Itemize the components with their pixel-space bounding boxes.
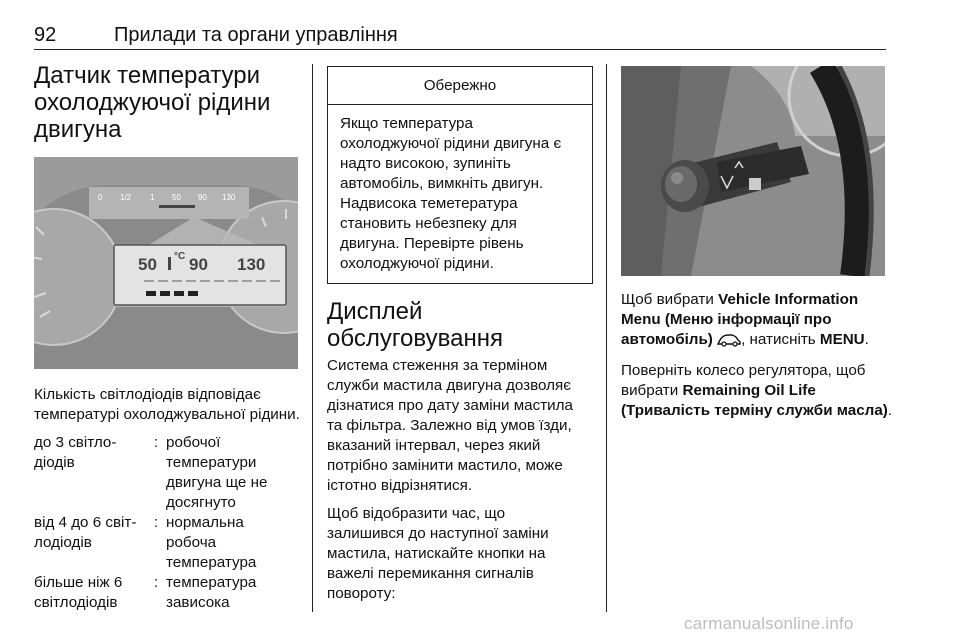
zoom-label-90: 90 (189, 255, 208, 274)
page-header (34, 24, 886, 50)
column-1 (34, 62, 300, 613)
led-definition-list (34, 433, 300, 613)
definition-row (34, 513, 300, 573)
definition-term: від 4 до 6 світ- лодіодів (34, 514, 137, 551)
definition-description: робочої температури двигуна ще не досягнуто (166, 434, 268, 511)
zoom-label-50: 50 (138, 255, 157, 274)
warning-title: Обережно (328, 67, 592, 105)
definition-row (34, 573, 300, 613)
running-title: Прилади та органи управління (114, 24, 398, 46)
vehicle-information-menu-label: Vehicle Information (718, 291, 859, 308)
turn-signal-lever-figure (621, 66, 885, 276)
definition-separator: : (154, 434, 159, 451)
remaining-oil-life-label: Remaining Oil Life (682, 382, 816, 399)
gauge-label-130: 130 (222, 193, 236, 202)
column-2 (327, 66, 593, 604)
definition-separator: : (154, 574, 159, 591)
definition-description: температура зависока (166, 574, 257, 611)
column-3 (621, 66, 893, 421)
warning-text: Якщо температура охолоджуючої рідини двигуна є надто високою, зупиніть автомобіль, вимкніть двигун. Надвисока теметература становить небезпеку для двигуна. Перевірте рівень охолоджуючої рідини. (340, 115, 562, 272)
definition-separator: : (154, 514, 159, 531)
thermometer-icon (168, 257, 171, 270)
warning-box (327, 66, 593, 284)
menu-button-label: MENU (819, 331, 865, 348)
zoom-label-celsius: °C (174, 251, 186, 262)
gauge-label-50: 50 (172, 193, 181, 202)
column-divider-1 (312, 64, 313, 612)
gauge-label-90: 90 (198, 193, 207, 202)
definition-term: до 3 світло- діодів (34, 434, 117, 471)
vehicle-menu-paragraph: Щоб вибрати Vehicle Information Menu (Меню інформації про автомобіль) , натисніть MENU. (621, 290, 887, 353)
coolant-gauge-figure (34, 157, 298, 369)
definition-row (34, 433, 300, 513)
section-title-coolant-gauge: Датчик температури охолоджуючої рідини двигуна (34, 62, 271, 143)
section-title-service-display: Дисплей обслуговування (327, 298, 503, 352)
gauge-label-0: 0 (98, 193, 103, 202)
definition-description: нормальна робоча температура (166, 514, 257, 571)
car-icon (717, 333, 741, 353)
service-display-paragraph: Система стеження за терміном служби мастила двигуна дозволяє дізнатися про дату заміни мастила та фільтра. Залежно від умов їзди, вказаний інтервал, через який потрібно замінити мастило, може істотно відрізнятися. (327, 357, 573, 494)
definition-term: більше ніж 6 світлодіодів (34, 574, 123, 611)
zoom-label-130: 130 (237, 255, 266, 274)
watermark: carmanualsonline.info (684, 614, 854, 633)
turn-signal-lever-illustration (621, 66, 885, 276)
column-divider-2 (606, 64, 607, 612)
gauge-label-half: 1/2 (120, 193, 132, 202)
led-intro-text: Кількість світлодіодів відповідає температурі охолоджувальної рідини. (34, 386, 300, 423)
page-number: 92 (34, 24, 57, 46)
display-time-paragraph: Щоб відобразити час, що залишився до наступної заміни мастила, натискайте кнопки на важелі перемикання сигналів повороту: (327, 505, 549, 602)
gauge-label-1: 1 (150, 193, 155, 202)
remaining-oil-life-paragraph: Поверніть колесо регулятора, щоб вибрати Remaining Oil Life (Тривалість терміну служби масла). (621, 362, 893, 419)
